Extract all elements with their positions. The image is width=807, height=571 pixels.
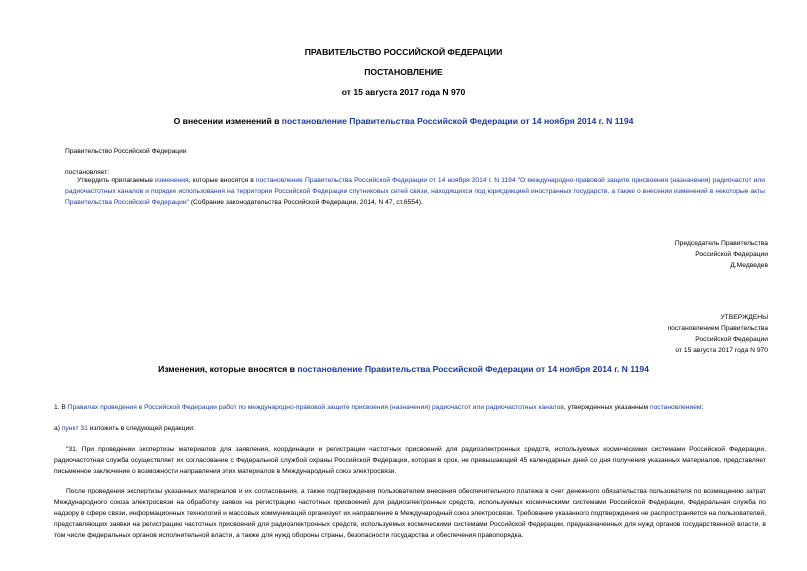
change-item-1 [54,402,703,413]
approved-country: Российской Федерации [695,336,768,343]
document-type-heading: ПОСТАНОВЛЕНИЕ [364,67,443,77]
item-a-text-a: а) [54,425,62,432]
decree-reference-link[interactable]: постановлением [649,404,702,411]
rules-link[interactable]: Правилах проведения в Российской Федерации работ по международно-правовой защите присвоения (назначения) радиочастот или радиочастотных каналов [67,404,564,411]
approved-heading: УТВЕРЖДЕНЫ [720,314,768,321]
item1-text-a: 1. В [54,404,68,411]
changes-title-decree-link[interactable]: постановление Правительства Российской Федерации от 14 ноября 2014 г. N 1194 [297,364,649,374]
document-date-number: от 15 августа 2017 года N 970 [341,87,466,97]
changes-title [0,364,807,374]
p1-text-b: , которые вносятся в [188,177,256,184]
quoted-paragraph-continuation: После проведения экспертизы указанных материалов и их согласования, а также подтверждения пользователем внесения обеспечительного платежа в счет денежного обязательства пользователя по возмещению затрат Международного союза электросвязи на обработку заявок на регистрацию частотных присвоений для радиоэлектронных средств, используемых космическими системами Российской Федерации, Федеральная служба по надзору в сфере связи, информационных технологий и массовых коммуникаций организует их направление в Международный союз электросвязи. Требование указанного подтверждения не распространяется на пользователей, представляющих заявки на регистрацию частотных присвоений для радиоэлектронных средств, используемых космическими системами Российской Федерации, предназначенных для нужд органов государственной власти, в том числе федеральных органов исполнительной власти, а также для нужд обороны страны, безопасности государства и обеспечения правопорядка. [54,488,766,539]
signature-title: Председатель Правительства [674,240,768,247]
approved-date: от 15 августа 2017 года N 970 [675,347,768,354]
changes-link[interactable]: изменения [155,177,189,184]
approved-by: постановлением Правительства [667,325,768,332]
title-prefix: О внесении изменений в [173,116,282,126]
changes-title-prefix: Изменения, которые вносятся в [158,364,298,374]
p1-text-a: Утвердить прилагаемые [77,177,156,184]
decrees-text: постановляет: [65,169,110,176]
item-a-text-b: изложить в следующей редакции: [87,425,195,432]
paragraph-approve [65,175,765,208]
signature-country: Российской Федерации [695,251,768,258]
paragraph-31-link[interactable]: пункт 31 [61,425,88,432]
quoted-paragraph-31: "31. При проведении экспертизы материалов для заявления, координации и регистрации частотных присвоений для радиоэлектронных средств, используемых космическими системами Российской Федерации, радиочастотная служба осуществляет их согласование с Федеральной службой охраны Российской Федерации, которая в срок, не превышающий 45 календарных дней со дня получения указанных материалов, представляет письменное заключение о возможности направления этих материалов в Международный союз электросвязи. [54,446,766,475]
item1-text-c: : [701,404,704,411]
government-heading: ПРАВИТЕЛЬСТВО РОССИЙСКОЙ ФЕДЕРАЦИИ [304,47,503,57]
p1-text-c: (Собрание законодательства Российской Федерации, 2014, N 47, ст.6554). [188,199,423,206]
signature-name: Д.Медведев [730,262,768,269]
decree-1194-link[interactable]: постановление Правительства Российской Федерации от 14 ноября 2014 г. N 1194 "О международно-правовой защите присвоения (назначения) радиочастот или радиочастотных каналов и порядке использования на территории Российской Федерации спутниковых сетей связи, находящихся под юрисдикцией иностранных государств, а также о внесении изменений в некоторые акты Правительства Российской Федерации" [65,177,765,206]
title-decree-link[interactable]: постановление Правительства Российской Федерации от 14 ноября 2014 г. N 1194 [281,116,634,126]
change-item-a [54,423,195,434]
issuer-text: Правительство Российской Федерации [65,148,187,155]
document-title [0,116,807,126]
item1-text-b: , утвержденных указанным [563,404,650,411]
